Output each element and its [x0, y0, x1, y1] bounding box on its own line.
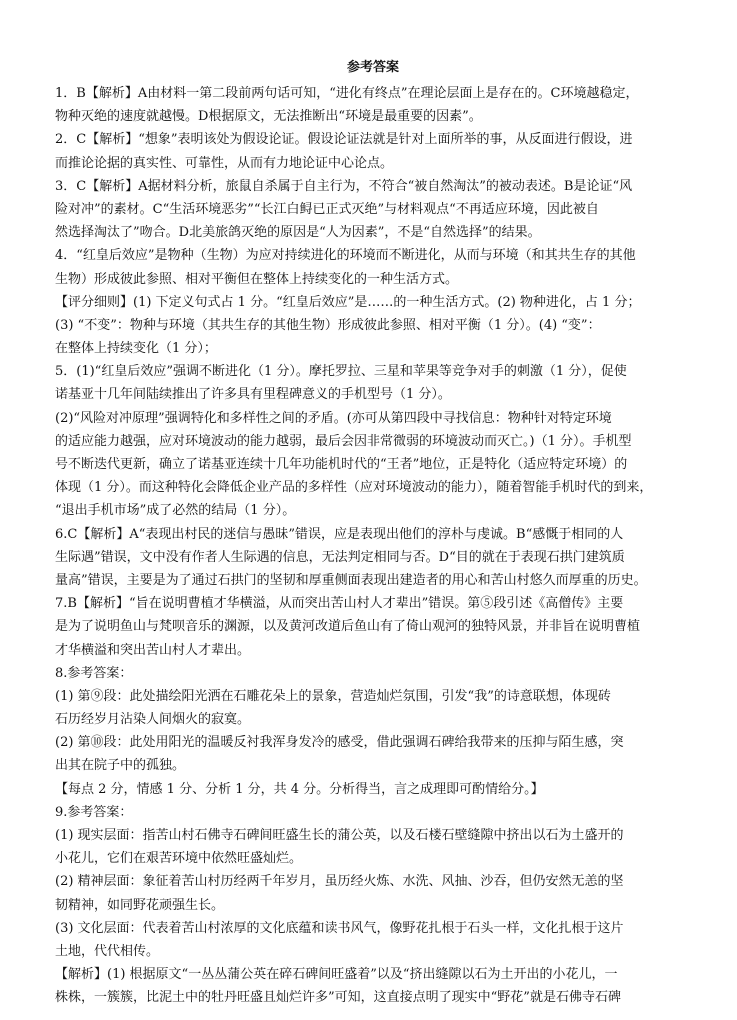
text-line: 5．(1)“红皇后效应”强调不断进化（1 分）。摩托罗拉、三星和苹果等竞争对手的刺激（1 分），促使: [55, 364, 627, 380]
text-line: (1) 第⑨段：此处描绘阳光洒在石雕花朵上的景象，营造灿烂氛围，引发“我”的诗意联想，体现砖: [55, 688, 611, 704]
text-line: (1) 现实层面：指苦山村石佛寺石碑间旺盛生长的蒲公英，以及石楼石壁缝隙中挤出以石为土盛开的: [55, 828, 624, 843]
text-line: 8.参考答案：: [55, 665, 133, 681]
text-line: 在整体上持续变化（1 分）；: [55, 341, 217, 357]
text-line: 土地，代代相传。: [55, 943, 160, 959]
text-line: 3．C【解析】A据材料分析，旅鼠自杀属于自主行为，不符合“被自然淘汰”的被动表述。B是论证“风: [55, 178, 633, 194]
text-line: 【解析】(1) 根据原文“一丛丛蒲公英在碎石碑间旺盛着”以及“挤出缝隙以石为土开出的小花儿，一: [55, 967, 618, 983]
text-line: 株株，一簇簇，比泥土中的牡丹旺盛且灿烂许多”可知，这直接点明了现实中“野花”就是石佛寺石碑: [55, 990, 621, 1006]
text-line: 2．C【解析】“想象”表明该处为假设论证。假设论证法就是针对上面所举的事，从反面进行假设，进: [55, 132, 633, 148]
text-line: 而推论论据的真实性、可靠性，从而有力地论证中心论点。: [55, 155, 394, 171]
text-line: 的适应能力越强，应对环境波动的能力越弱，最后会因非常微弱的环境波动而灭亡。)（1 分）。手机型: [55, 433, 632, 449]
text-line: 1．B【解析】A由材料一第二段前两句话可知，“进化有终点”在理论层面上是存在的。C环境越稳定，: [55, 86, 639, 101]
text-line: (2)“风险对冲原理”强调特化和多样性之间的矛盾。(亦可从第四段中寻找信息：物种针对特定环境: [55, 410, 612, 426]
text-line: 生际遇”错误，文中没有作者人生际遇的信息，无法判定相同与否。D“目的就在于表现石拱门建筑质: [55, 549, 625, 565]
answer-body: [55, 82, 691, 1010]
text-line: 体现（1 分）。而这种特化会降低企业产品的多样性（应对环境波动的能力），随着智能手机时代的到来，: [55, 480, 653, 496]
text-line: 生物）形成彼此参照、相对平衡但在整体上持续变化的一种生活方式。: [55, 271, 459, 287]
text-line: (2) 第⑩段：此处用阳光的温暖反衬我浑身发冷的感受，借此强调石碑给我带来的压抑与陌生感，突: [55, 735, 624, 751]
text-line: 号不断迭代更新，确立了诺基亚连续十几年功能机时代的“王者”地位，正是特化（适应特定环境）的: [55, 457, 628, 472]
text-line: 【评分细则】(1) 下定义句式占 1 分。“红皇后效应”是……的一种生活方式。(2) 物种进化，占 1 分；: [55, 294, 641, 310]
text-line: 韧精神，如同野花顽强生长。: [55, 897, 225, 913]
text-line: 诺基亚十几年间陆续推出了许多具有里程碑意义的手机型号（1 分）。: [55, 387, 451, 403]
text-line: (2) 精神层面：象征着苦山村历经两千年岁月，虽历经火炼、水洗、风抽、沙吞，但仍安然无恙的坚: [55, 874, 624, 890]
text-line: 险对冲”的素材。C“生活环境恶劣”“长江白鲟已正式灭绝”与材料观点“不再适应环境，因此被自: [55, 201, 599, 217]
text-line: 量高”错误，主要是为了通过石拱门的坚韧和厚重侧面表现出建造者的用心和苦山村悠久而厚重的历史。: [55, 572, 647, 588]
text-line: 然选择淘汰了”吻合。D北美旅鸽灭绝的原因是“人为因素”，不是“自然选择”的结果。: [55, 225, 541, 241]
page-title: 参考答案: [346, 60, 399, 75]
text-line: (3) 文化层面：代表着苦山村浓厚的文化底蕴和读书风气，像野花扎根于石头一样，文化扎根于这片: [55, 920, 624, 936]
text-line: 6.C【解析】A“表现出村民的迷信与愚昧”错误，应是表现出他们的淳朴与虔诚。B“感慨于相同的人: [55, 526, 624, 542]
text-line: 9.参考答案：: [55, 804, 133, 820]
text-line: 是为了说明鱼山与梵呗音乐的渊源，以及黄河改道后鱼山有了倚山观河的独特风景，并非旨在说明曹植: [55, 619, 641, 635]
text-line: 【每点 2 分，情感 1 分、分析 1 分，共 4 分。分析得当，言之成理即可酌情给分。】: [55, 781, 544, 797]
text-line: (3) “不变”：物种与环境（其共生存的其他生物）形成彼此参照、相对平衡（1 分）。(4) “变”：: [55, 317, 601, 333]
text-line: 才华横溢和突出苦山村人才辈出。: [55, 642, 251, 658]
text-line: 物种灭绝的速度就越慢。D根据原文，无法推断出“环境是最重要的因素”。: [55, 109, 482, 125]
text-line: 7.B【解析】“旨在说明曹植才华横溢，从而突出苦山村人才辈出”错误。第⑤段引述《高僧传》主要: [55, 596, 624, 612]
text-line: 4．“红皇后效应”是物种（生物）为应对持续进化的环境而不断进化，从而与环境（和其共生存的其他: [55, 248, 636, 264]
text-line: “退出手机市场”成了必然的结局（1 分）。: [55, 503, 296, 519]
text-line: 出其在院子中的孤独。: [55, 758, 186, 774]
text-line: 小花儿，它们在艰苦环境中依然旺盛灿烂。: [55, 851, 303, 867]
text-line: 石历经岁月沾染人间烟火的寂寞。: [55, 712, 251, 728]
